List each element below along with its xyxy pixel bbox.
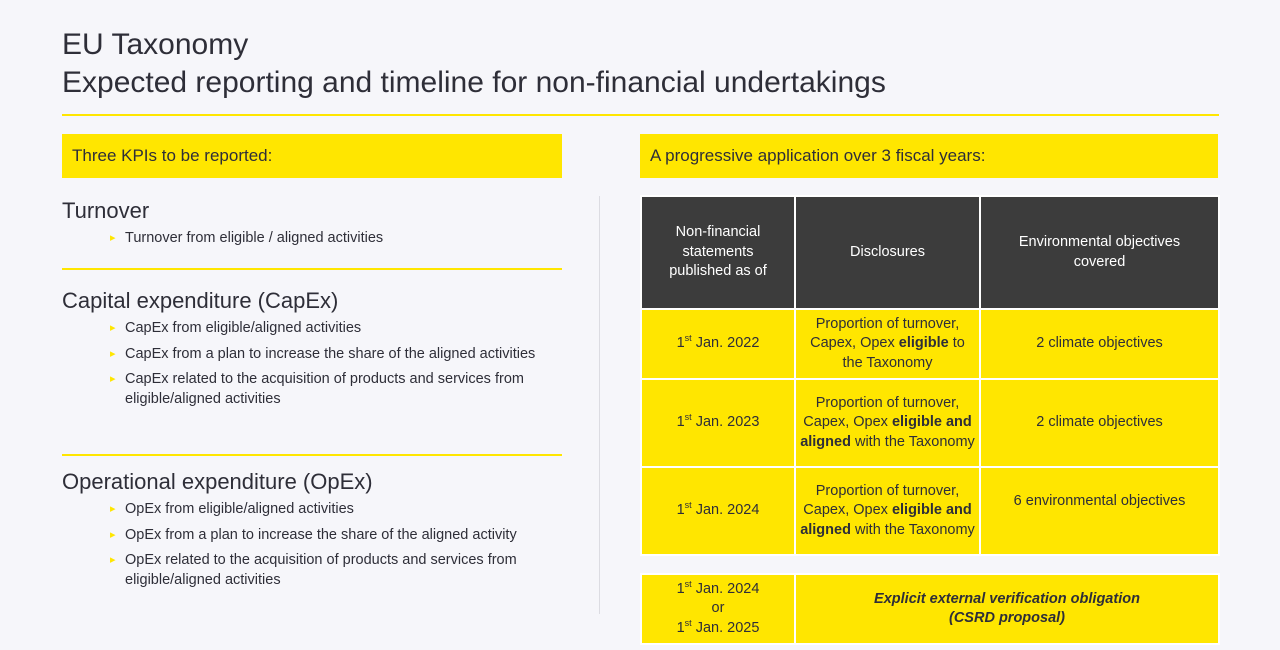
date-suffix: st <box>684 617 692 628</box>
disclosure-emphasis: eligible and aligned <box>800 502 972 538</box>
disclosure-text: to the Taxonomy <box>842 335 965 371</box>
title-line-2: Expected reporting and timeline for non-financial undertakings <box>62 66 886 99</box>
date-suffix: st <box>684 578 692 589</box>
verification-date-2 <box>643 619 793 639</box>
list-item: ▸ CapEx from eligible/aligned activities <box>110 319 562 339</box>
disclosure-emphasis: eligible and aligned <box>800 414 972 450</box>
kpi-opex <box>62 468 562 596</box>
verification-row <box>641 574 1219 644</box>
verification-line-2: (CSRD proposal) <box>949 610 1065 626</box>
table-header-row <box>641 196 1219 309</box>
date-rest: Jan. 2024 <box>691 580 760 597</box>
kpi-item-list <box>62 319 562 409</box>
verification-text-cell <box>795 574 1219 644</box>
title-line-1: EU Taxonomy <box>62 28 249 61</box>
table-row <box>641 379 1219 467</box>
date-suffix: st <box>684 333 692 344</box>
date-cell <box>641 467 795 555</box>
verification-table <box>640 573 1220 645</box>
date-cell <box>641 309 795 379</box>
header-cell <box>980 196 1219 309</box>
objectives-cell: 2 climate objectives <box>980 379 1219 467</box>
page-title <box>62 26 886 102</box>
disclosure-text: Proportion of turnover, Capex, Opex <box>803 482 960 519</box>
date-day: 1 <box>676 619 685 636</box>
kpi-section-heading: Three KPIs to be reported: <box>62 134 562 178</box>
kpi-turnover <box>62 197 562 255</box>
list-item: ▸ OpEx from eligible/aligned activities <box>110 500 562 520</box>
disclosure-text: with the Taxonomy <box>850 521 975 538</box>
kpi-title: Capital expenditure (CapEx) <box>62 288 339 313</box>
verification-line-1: Explicit external verification obligation <box>874 590 1140 607</box>
kpi-item-list <box>62 229 562 249</box>
header-cell <box>641 196 795 309</box>
disclosure-cell <box>795 379 980 467</box>
header-cell-text: Non-financial statements published as of <box>669 224 767 280</box>
timeline-table <box>640 195 1220 556</box>
date-day: 1 <box>676 502 685 519</box>
verification-date-cell <box>641 574 795 644</box>
objectives-cell: 6 environmental objectives <box>980 467 1219 555</box>
date-day: 1 <box>676 414 685 431</box>
disclosure-emphasis: eligible <box>898 335 949 352</box>
kpi-title: Turnover <box>62 198 150 223</box>
timeline-section-heading: A progressive application over 3 fiscal years: <box>640 134 1218 178</box>
date-suffix: st <box>684 500 692 511</box>
disclosure-text: Proportion of turnover, Capex, Opex <box>810 315 960 352</box>
list-item: ▸ Turnover from eligible / aligned activities <box>110 229 562 249</box>
disclosure-cell <box>795 309 980 379</box>
kpi-title: Operational expenditure (OpEx) <box>62 469 373 494</box>
kpi-capex <box>62 287 562 415</box>
list-item: ▸ CapEx from a plan to increase the share of the aligned activities <box>110 345 562 365</box>
date-rest: Jan. 2024 <box>691 502 760 519</box>
verification-or: or <box>711 600 725 617</box>
date-rest: Jan. 2025 <box>691 619 760 636</box>
objectives-cell: 2 climate objectives <box>980 309 1219 379</box>
verification-date-1 <box>643 580 793 600</box>
disclosure-text: Proportion of turnover, Capex, Opex <box>803 394 960 431</box>
list-item: ▸ CapEx related to the acquisition of products and services from eligible/aligned activities <box>110 370 562 409</box>
table-row <box>641 467 1219 555</box>
column-divider <box>599 196 600 614</box>
list-item: ▸ OpEx from a plan to increase the share of the aligned activity <box>110 526 562 546</box>
list-item: ▸ OpEx related to the acquisition of products and services from eligible/aligned activities <box>110 551 562 590</box>
kpi-divider <box>62 454 562 456</box>
table-row <box>641 309 1219 379</box>
title-divider <box>62 114 1219 116</box>
kpi-item-list <box>62 500 562 590</box>
date-day: 1 <box>676 580 685 597</box>
header-cell: Disclosures <box>795 196 980 309</box>
header-cell-text: Environmental objectives covered <box>1018 234 1181 270</box>
date-rest: Jan. 2023 <box>691 414 760 431</box>
disclosure-cell <box>795 467 980 555</box>
date-suffix: st <box>684 412 692 423</box>
kpi-divider <box>62 268 562 270</box>
date-day: 1 <box>676 335 685 352</box>
date-cell <box>641 379 795 467</box>
date-rest: Jan. 2022 <box>691 335 760 352</box>
disclosure-text: with the Taxonomy <box>850 433 975 450</box>
